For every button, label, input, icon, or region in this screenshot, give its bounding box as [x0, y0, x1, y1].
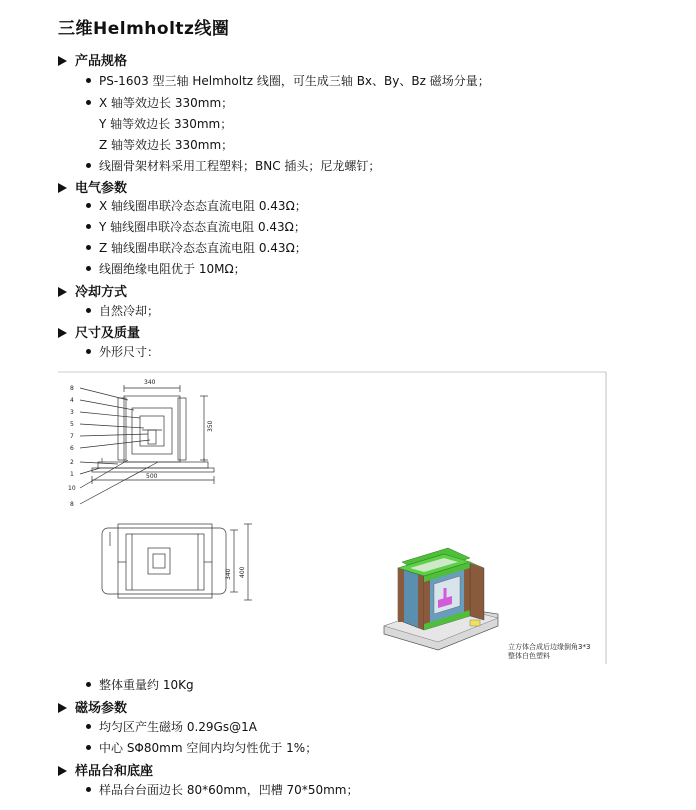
callout-label: 10	[68, 485, 76, 492]
triangle-bullet-icon	[58, 766, 67, 776]
heading-text: 样品台和底座	[75, 764, 154, 779]
item-text: X 轴等效边长 330mm；	[99, 96, 234, 110]
front-elevation-labels	[68, 379, 214, 508]
list-item	[86, 676, 194, 693]
list-item	[86, 239, 307, 256]
heading-text: 磁场参数	[75, 701, 128, 716]
bullet-dot-icon	[86, 308, 91, 313]
item-text: Y 轴线圈串联冷态态直流电阻 0.43Ω；	[99, 220, 306, 234]
dim-plan-depth: 340	[225, 568, 232, 580]
section-heading-elec	[58, 177, 127, 196]
item-text: X 轴线圈串联冷态态直流电阻 0.43Ω；	[99, 199, 307, 213]
triangle-bullet-icon	[58, 703, 67, 713]
page-title: 三维Helmholtz线圈	[58, 19, 230, 39]
heading-text: 冷却方式	[75, 285, 128, 300]
item-text: 样品台台面边长 80*60mm，凹槽 70*50mm；	[99, 783, 359, 797]
plan-view	[102, 524, 252, 600]
item-text: 线圈骨架材料采用工程塑料；BNC 插头；尼龙螺钉；	[99, 159, 381, 173]
item-text: 整体重量约 10Kg	[99, 678, 194, 692]
heading-text: 尺寸及质量	[75, 326, 141, 341]
callout-label: 8	[70, 385, 74, 392]
list-item	[86, 781, 358, 798]
bullet-dot-icon	[86, 224, 91, 229]
bullet-dot-icon	[86, 78, 91, 83]
list-item	[86, 72, 490, 89]
list-item	[86, 157, 380, 174]
heading-text: 电气参数	[75, 181, 128, 196]
item-text: 均匀区产生磁场 0.29Gs@1A	[99, 720, 257, 734]
list-item	[86, 718, 257, 735]
bullet-dot-icon	[86, 203, 91, 208]
callout-label: 1	[70, 471, 74, 478]
triangle-bullet-icon	[58, 328, 67, 338]
triangle-bullet-icon	[58, 56, 67, 66]
item-text: Z 轴线圈串联冷态态直流电阻 0.43Ω；	[99, 241, 307, 255]
front-elevation-view	[80, 385, 214, 504]
figure-caption-line1: 立方体合成后边缘倒角3*3	[508, 643, 591, 651]
list-item	[86, 260, 246, 277]
bullet-dot-icon	[86, 266, 91, 271]
callout-label: 4	[70, 397, 74, 404]
section-heading-spec	[58, 50, 127, 69]
bullet-dot-icon	[86, 163, 91, 168]
section-heading-field	[58, 697, 127, 716]
callout-label: 6	[70, 445, 74, 452]
triangle-bullet-icon	[58, 183, 67, 193]
isometric-render	[384, 548, 498, 650]
list-item	[86, 94, 233, 111]
heading-text: 产品规格	[75, 54, 128, 69]
triangle-bullet-icon	[58, 287, 67, 297]
bullet-dot-icon	[86, 724, 91, 729]
dim-plan-total: 400	[239, 566, 246, 578]
bullet-dot-icon	[86, 787, 91, 792]
callout-label: 2	[70, 459, 74, 466]
section-heading-size	[58, 322, 140, 341]
dim-base-width: 500	[146, 473, 158, 480]
figure-caption-line2: 整体白色塑料	[508, 652, 550, 660]
bullet-dot-icon	[86, 745, 91, 750]
section-heading-cool	[58, 281, 127, 300]
technical-drawing-figure	[58, 368, 614, 666]
list-item	[86, 302, 159, 319]
list-item	[86, 197, 307, 214]
bullet-dot-icon	[86, 349, 91, 354]
callout-label: 8	[70, 501, 74, 508]
callout-label: 3	[70, 409, 74, 416]
dim-height: 350	[207, 420, 214, 432]
list-item	[86, 739, 317, 756]
list-subitem: Z 轴等效边长 330mm；	[99, 138, 234, 152]
section-heading-base	[58, 760, 153, 779]
list-subitem: Y 轴等效边长 330mm；	[99, 117, 233, 131]
bullet-dot-icon	[86, 100, 91, 105]
item-text: PS-1603 型三轴 Helmholtz 线圈，可生成三轴 Bx、By、Bz 磁场分量；	[99, 74, 490, 88]
item-text: 自然冷却；	[99, 304, 160, 318]
bullet-dot-icon	[86, 682, 91, 687]
item-text: 外形尺寸：	[99, 345, 160, 359]
item-text: 线圈绝缘电阻优于 10MΩ；	[99, 262, 246, 276]
callout-label: 5	[70, 421, 74, 428]
list-item	[86, 343, 159, 360]
dim-top-width: 340	[144, 379, 156, 386]
bullet-dot-icon	[86, 245, 91, 250]
callout-label: 7	[70, 433, 74, 440]
list-item	[86, 218, 306, 235]
item-text: 中心 SΦ80mm 空间内均匀性优于 1%；	[99, 741, 318, 755]
